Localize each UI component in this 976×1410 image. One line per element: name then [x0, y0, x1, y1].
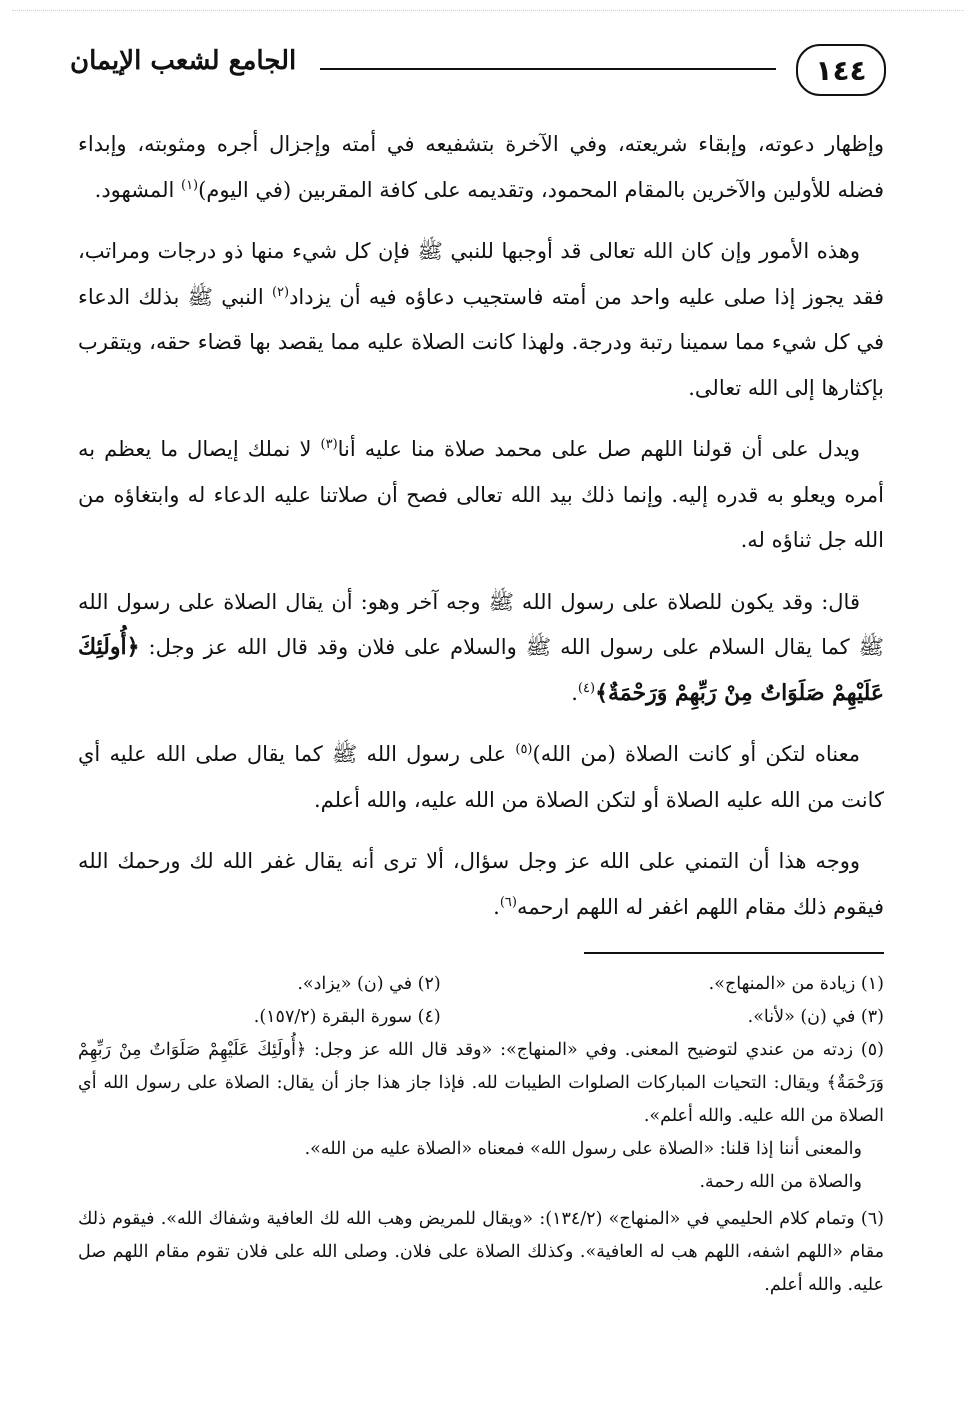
- footnote-ref: (١): [180, 177, 199, 193]
- footnote-separator: [584, 952, 884, 954]
- footnote: (٥) زدته من عندي لتوضيح المعنى. وفي «المنهاج»: «وقد قال الله عز وجل: ﴿أُولَئِكَ عَلَيْهِمْ صَلَوَاتٌ مِنْ رَبِّهِمْ وَرَحْمَةٌ﴾ ويقال: التحيات المباركات الصلوات الطيبات لله. فإذا جاز هذا جاز أن يقال: الصلاة على رسول الله أي الصلاة من الله عليه. والله أعلم».: [78, 1040, 884, 1126]
- paragraph: [78, 580, 884, 717]
- footnote: (٢) في (ن) «يزاد».: [297, 974, 441, 994]
- footnote-row: [78, 1001, 884, 1034]
- footnote: (٣) في (ن) «لأنا».: [747, 1007, 884, 1027]
- footnote-ref: (٤): [577, 680, 596, 696]
- footnote: (٦) وتمام كلام الحليمي في «المنهاج» (١٣٤/٢): «ويقال للمريض وهب الله لك العافية وشفاك الله». فيقوم ذلك مقام «اللهم اشفه، اللهم هب له العافية». وكذلك الصلاة على فلان. وصلى الله على فلان تقوم مقام اللهم صل عليه. والله أعلم.: [78, 1209, 884, 1295]
- text-run: المشهود.: [94, 177, 181, 202]
- header-rule: [320, 68, 776, 70]
- page-header: [70, 40, 886, 100]
- footnote-ref: (٥): [515, 742, 533, 757]
- text-run: على رسول الله ﷺ كما يقال صلى الله عليه أي كانت من الله عليه الصلاة أو لتكن الصلاة من الله عليه، والله أعلم.: [78, 742, 884, 812]
- text-run: ويدل على أن قولنا اللهم صل على محمد صلاة منا عليه أنا: [337, 437, 860, 461]
- text-run: لا نملك إيصال ما يعظم به أمره ويعلو به قدره إليه. وإنما ذلك بيد الله تعالى فصح أن صلاتنا عليه الدعاء له وابتغاؤه من الله جل ثناؤه له.: [78, 437, 884, 552]
- top-dotted-rule: [12, 10, 964, 11]
- footnote-ref: (٢): [271, 284, 290, 300]
- paragraph: [78, 122, 884, 213]
- text-run: .: [493, 894, 500, 919]
- paragraph: [78, 427, 884, 564]
- page-number: ١٤٤: [796, 44, 886, 96]
- text-run: قال: وقد يكون للصلاة على رسول الله ﷺ وجه آخر وهو: أن يقال الصلاة على رسول الله ﷺ كما يقال السلام على رسول الله ﷺ والسلام على فلان وقد قال الله عز وجل:: [78, 589, 884, 659]
- paragraph: [78, 732, 884, 823]
- footnote-continuation: والصلاة من الله رحمة.: [699, 1172, 862, 1192]
- text-run: وهذه الأمور وإن كان الله تعالى قد أوجبها للنبي ﷺ فإن كل شيء منها ذو درجات ومراتب، فقد يجوز إذا صلى عليه واحد من أمته فاستجيب دعاؤه فيه أن يزداد: [78, 239, 884, 309]
- quran-verse: ﴿أُولَئِكَ عَلَيْهِمْ صَلَوَاتٌ مِنْ رَبِّهِمْ وَرَحْمَةٌ﴾: [78, 634, 884, 706]
- text-run: وإظهار دعوته، وإبقاء شريعته، وفي الآخرة بتشفيعه في أمته وإجزال أجره ومثوبته، وإبداء فضله للأولين والآخرين بالمقام المحمود، وتقديمه على كافة المقربين (في اليوم): [78, 132, 884, 202]
- footnote: (١) زيادة من «المنهاج».: [708, 974, 884, 994]
- footnote: (٤) سورة البقرة (١٥٧/٢).: [253, 1007, 441, 1027]
- main-text: [78, 122, 884, 946]
- paragraph: [78, 229, 884, 411]
- text-run: .: [571, 680, 578, 705]
- footnotes: [78, 968, 884, 1302]
- text-run: ووجه هذا أن التمني على الله عز وجل سؤال، ألا ترى أنه يقال غفر الله لك ورحمك الله فيقوم ذلك مقام اللهم اغفر له اللهم ارحمه: [78, 849, 884, 919]
- text-run: النبي ﷺ بذلك الدعاء في كل شيء مما سمينا رتبة ودرجة. ولهذا كانت الصلاة عليه مما يقصد بها قضاء حقه، ويتقرب بإكثارها إلى الله تعالى.: [78, 284, 884, 400]
- footnote-row: [78, 968, 884, 1001]
- text-run: معناه لتكن أو كانت الصلاة (من الله): [532, 742, 860, 766]
- running-title: الجامع لشعب الإيمان: [70, 46, 297, 76]
- footnote-continuation: والمعنى أننا إذا قلنا: «الصلاة على رسول الله» فمعناه «الصلاة عليه من الله».: [304, 1139, 862, 1159]
- footnote-ref: (٦): [499, 894, 517, 910]
- paragraph: [78, 839, 884, 930]
- footnote-ref: (٣): [320, 437, 338, 452]
